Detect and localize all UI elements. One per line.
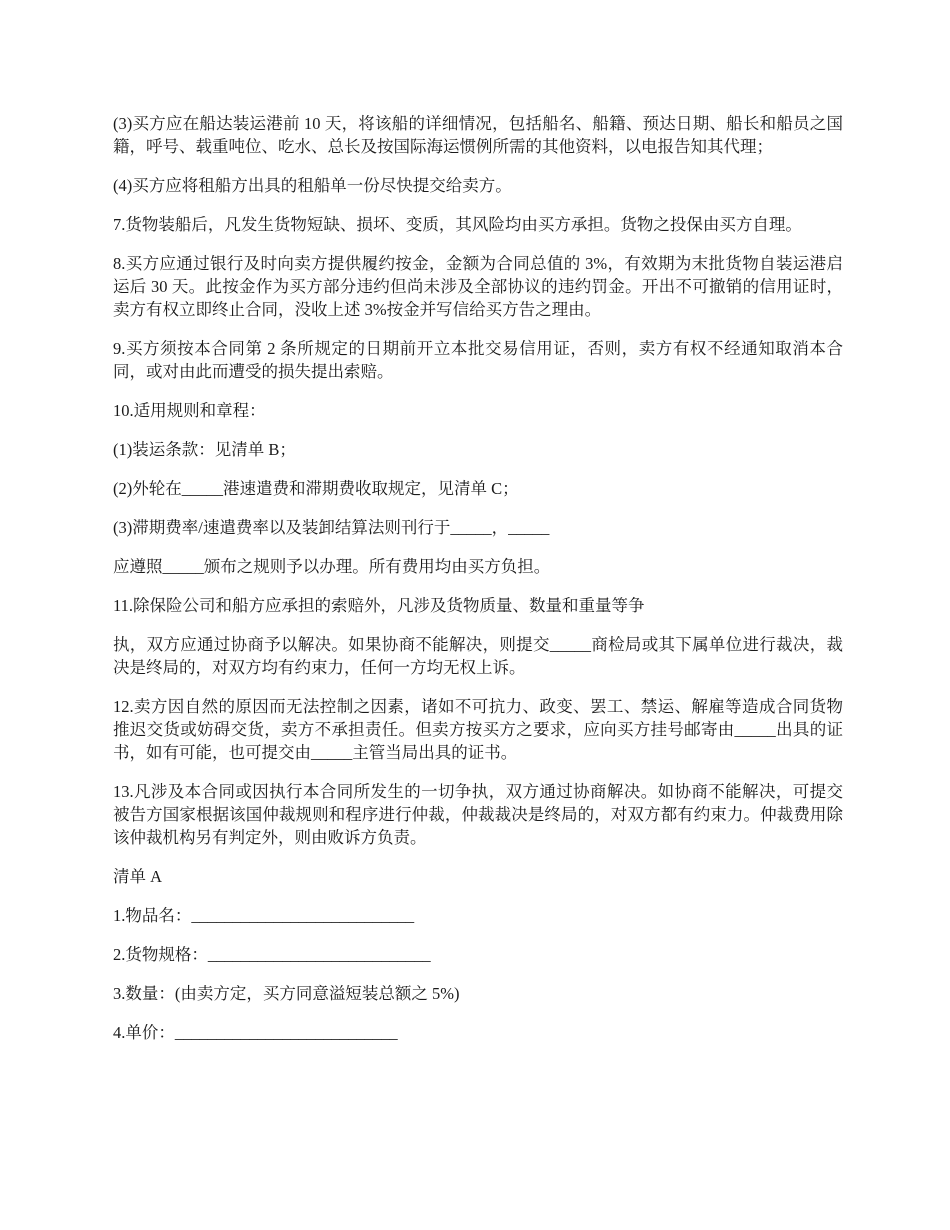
clause-10-title: 10.适用规则和章程： [113, 401, 266, 420]
clause-7-risk: 7.货物装船后，凡发生货物短缺、损坏、变质，其风险均由买方承担。货物之投保由买方自理。 [113, 215, 802, 234]
clause-13-arbitration: 13.凡涉及本合同或因执行本合同所发生的一切争执，双方通过协商解决。如协商不能解决，可提交被告方国家根据该国仲裁规则和程序进行仲裁，仲裁裁决是终局的，对双方都有约束力。仲裁费用除该仲裁机构另有判定外，则由败诉方负责。 [113, 782, 843, 847]
clause-10-2-despatch-demurrage: (2)外轮在_____港速遣费和滞期费收取规定，见清单 C； [113, 479, 519, 498]
clause-10-1-shipment-terms: (1)装运条款：见清单 B； [113, 440, 296, 459]
clause-10-3-rates: (3)滞期费率/速遣费率以及装卸结算法则刊行于_____，_____ [113, 518, 550, 537]
clause-10-3-shipping-notice: (3)买方应在船达装运港前 10 天，将该船的详细情况，包括船名、船籍、预达日期、船长和船员之国籍，呼号、载重吨位、吃水、总长及按国际海运惯例所需的其他资料，以电报告知其代理； [113, 114, 843, 156]
schedule-a-title: 清单 A [113, 867, 163, 886]
document-page [113, 112, 843, 1060]
schedule-a-quantity: 3.数量：(由卖方定，买方同意溢短装总额之 5%) [113, 984, 460, 1003]
schedule-a-specification: 2.货物规格：___________________________ [113, 945, 431, 964]
clause-12-force-majeure: 12.卖方因自然的原因而无法控制之因素，诸如不可抗力、政变、罢工、禁运、解雇等造成合同货物推迟交货或妨碍交货，卖方不承担责任。但卖方按买方之要求，应向买方挂号邮寄由_____出具的证书，如有可能，也可提交由_____主管当局出具的证书。 [113, 697, 843, 762]
clause-11-disputes-intro: 11.除保险公司和船方应承担的索赔外，凡涉及货物质量、数量和重量等争 [113, 596, 645, 615]
clause-8-performance-bond: 8.买方应通过银行及时向卖方提供履约按金，金额为合同总值的 3%，有效期为末批货物自装运港启运后 30 天。此按金作为买方部分违约但尚未涉及全部协议的违约罚金。开出不可撤销的信用证时，卖方有权立即终止合同，没收上述 3%按金并写信给买方告之理由。 [113, 254, 843, 319]
clause-11-disputes-body: 执，双方应通过协商予以解决。如果协商不能解决，则提交_____商检局或其下属单位进行裁决，裁决是终局的，对双方均有约束力，任何一方均无权上诉。 [113, 635, 843, 677]
schedule-a-unit-price: 4.单价：___________________________ [113, 1023, 398, 1042]
clause-10-4-charter-party: (4)买方应将租船方出具的租船单一份尽快提交给卖方。 [113, 176, 512, 195]
clause-10-3-rules: 应遵照_____颁布之规则予以办理。所有费用均由买方负担。 [113, 557, 551, 576]
clause-9-letter-of-credit: 9.买方须按本合同第 2 条所规定的日期前开立本批交易信用证，否则，卖方有权不经通知取消本合同，或对由此而遭受的损失提出索赔。 [113, 339, 843, 381]
schedule-a-item-name: 1.物品名：___________________________ [113, 906, 415, 925]
